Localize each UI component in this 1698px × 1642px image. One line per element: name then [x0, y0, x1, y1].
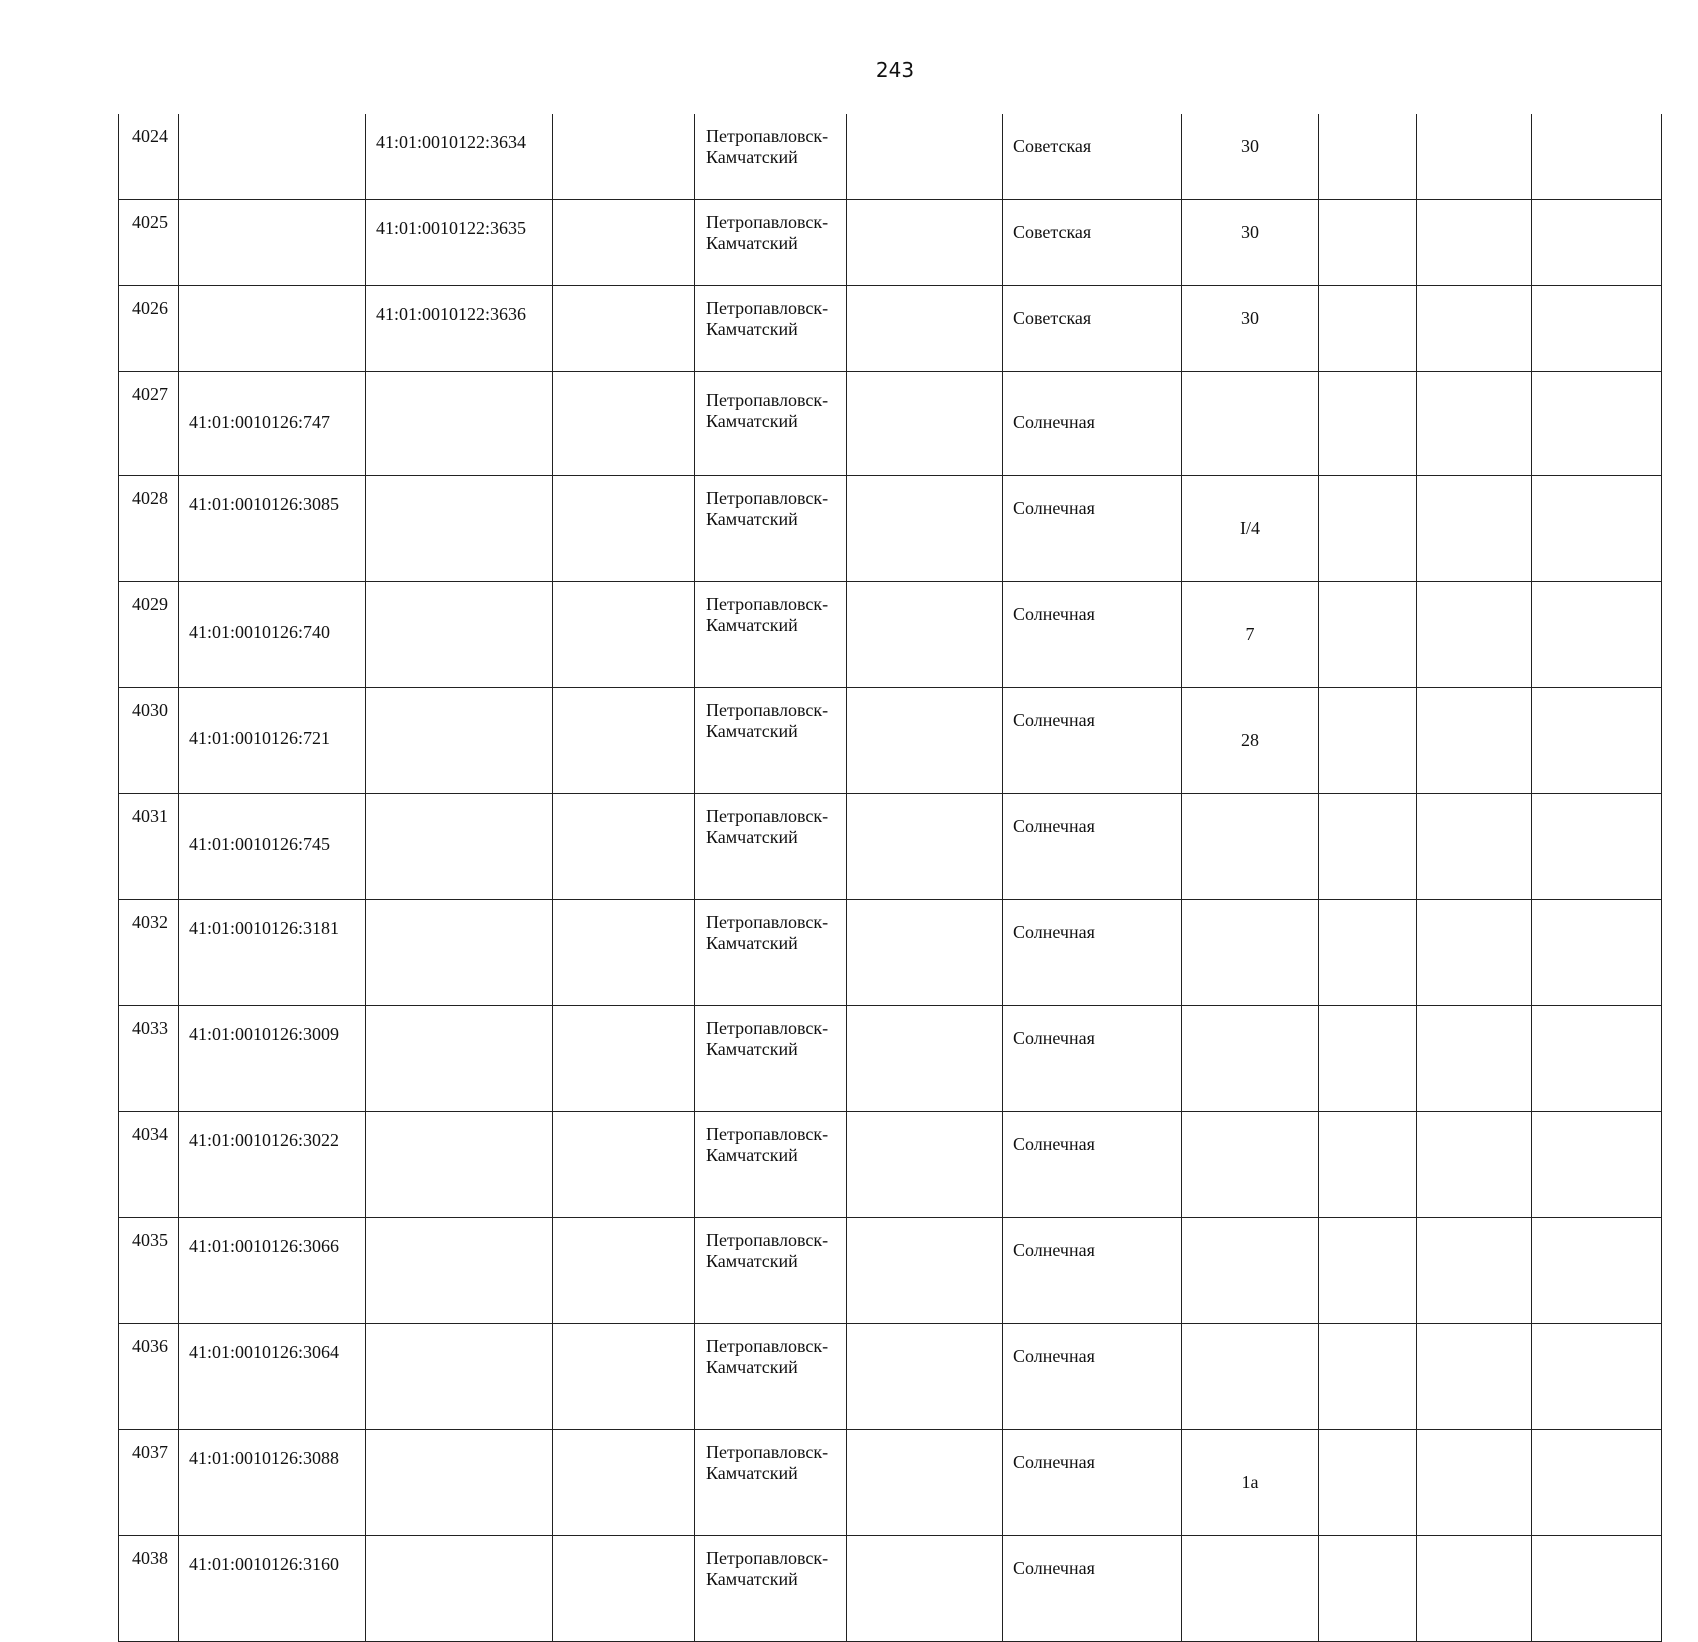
empty-cell — [1532, 688, 1662, 794]
empty-cell — [1417, 476, 1532, 582]
house-number-cell: 28 — [1182, 688, 1319, 794]
empty-cell — [1319, 1536, 1417, 1642]
empty-cell — [553, 900, 695, 1006]
table-row — [119, 688, 1662, 794]
house-number-cell: 1а — [1182, 1430, 1319, 1536]
empty-cell — [847, 1218, 1003, 1324]
cadastral-number-cell: 41:01:0010126:3066 — [179, 1218, 366, 1324]
street-cell: Солнечная — [1003, 1324, 1182, 1430]
building-cadastral-number-cell — [366, 1430, 553, 1536]
row-number-cell: 4026 — [119, 286, 179, 372]
empty-cell — [847, 688, 1003, 794]
empty-cell — [847, 900, 1003, 1006]
building-cadastral-number-cell — [366, 794, 553, 900]
house-number-cell — [1182, 1536, 1319, 1642]
empty-cell — [1319, 114, 1417, 200]
city-cell: Петропавловск-Камчатский — [695, 1112, 847, 1218]
empty-cell — [1417, 900, 1532, 1006]
street-cell: Солнечная — [1003, 1536, 1182, 1642]
empty-cell — [847, 200, 1003, 286]
cadastral-number-cell: 41:01:0010126:740 — [179, 582, 366, 688]
empty-cell — [1319, 900, 1417, 1006]
empty-cell — [1319, 1430, 1417, 1536]
row-number-cell: 4024 — [119, 114, 179, 200]
empty-cell — [847, 582, 1003, 688]
empty-cell — [1417, 286, 1532, 372]
street-cell: Солнечная — [1003, 372, 1182, 476]
empty-cell — [1417, 372, 1532, 476]
empty-cell — [1319, 1324, 1417, 1430]
empty-cell — [1417, 1324, 1532, 1430]
empty-cell — [1319, 476, 1417, 582]
empty-cell — [847, 286, 1003, 372]
street-cell: Солнечная — [1003, 794, 1182, 900]
empty-cell — [553, 1112, 695, 1218]
empty-cell — [1532, 1006, 1662, 1112]
building-cadastral-number-cell — [366, 1006, 553, 1112]
city-cell: Петропавловск-Камчатский — [695, 688, 847, 794]
street-cell: Советская — [1003, 200, 1182, 286]
cadastral-number-cell: 41:01:0010126:3009 — [179, 1006, 366, 1112]
table-row — [119, 476, 1662, 582]
empty-cell — [553, 688, 695, 794]
row-number-cell: 4038 — [119, 1536, 179, 1642]
house-number-cell — [1182, 900, 1319, 1006]
street-cell: Солнечная — [1003, 900, 1182, 1006]
empty-cell — [1417, 1218, 1532, 1324]
table-row — [119, 1112, 1662, 1218]
cadastral-number-cell: 41:01:0010126:3088 — [179, 1430, 366, 1536]
cadastral-number-cell — [179, 200, 366, 286]
empty-cell — [1532, 900, 1662, 1006]
house-number-cell: 30 — [1182, 200, 1319, 286]
empty-cell — [553, 1430, 695, 1536]
empty-cell — [553, 1536, 695, 1642]
street-cell: Солнечная — [1003, 1006, 1182, 1112]
city-cell: Петропавловск-Камчатский — [695, 286, 847, 372]
table-row — [119, 1218, 1662, 1324]
house-number-cell — [1182, 372, 1319, 476]
row-number-cell: 4036 — [119, 1324, 179, 1430]
registry-table — [118, 114, 1662, 1642]
cadastral-number-cell: 41:01:0010126:747 — [179, 372, 366, 476]
row-number-cell: 4031 — [119, 794, 179, 900]
empty-cell — [1319, 1218, 1417, 1324]
cadastral-number-cell: 41:01:0010126:3181 — [179, 900, 366, 1006]
empty-cell — [1319, 1006, 1417, 1112]
row-number-cell: 4033 — [119, 1006, 179, 1112]
building-cadastral-number-cell — [366, 1536, 553, 1642]
empty-cell — [553, 286, 695, 372]
table-row — [119, 1430, 1662, 1536]
row-number-cell: 4030 — [119, 688, 179, 794]
empty-cell — [847, 1006, 1003, 1112]
city-cell: Петропавловск-Камчатский — [695, 1324, 847, 1430]
table-row — [119, 372, 1662, 476]
row-number-cell: 4035 — [119, 1218, 179, 1324]
empty-cell — [1417, 1536, 1532, 1642]
city-cell: Петропавловск-Камчатский — [695, 1536, 847, 1642]
empty-cell — [847, 1536, 1003, 1642]
cadastral-number-cell — [179, 114, 366, 200]
empty-cell — [847, 476, 1003, 582]
table-row — [119, 582, 1662, 688]
building-cadastral-number-cell: 41:01:0010122:3636 — [366, 286, 553, 372]
empty-cell — [1532, 200, 1662, 286]
empty-cell — [1319, 200, 1417, 286]
cadastral-number-cell: 41:01:0010126:3022 — [179, 1112, 366, 1218]
empty-cell — [553, 476, 695, 582]
empty-cell — [1417, 1112, 1532, 1218]
empty-cell — [1417, 794, 1532, 900]
empty-cell — [1319, 794, 1417, 900]
empty-cell — [1532, 582, 1662, 688]
house-number-cell — [1182, 1218, 1319, 1324]
empty-cell — [553, 1006, 695, 1112]
empty-cell — [1417, 582, 1532, 688]
city-cell: Петропавловск-Камчатский — [695, 582, 847, 688]
building-cadastral-number-cell: 41:01:0010122:3634 — [366, 114, 553, 200]
empty-cell — [847, 794, 1003, 900]
building-cadastral-number-cell — [366, 1112, 553, 1218]
street-cell: Солнечная — [1003, 688, 1182, 794]
empty-cell — [553, 372, 695, 476]
cadastral-number-cell: 41:01:0010126:721 — [179, 688, 366, 794]
city-cell: Петропавловск-Камчатский — [695, 114, 847, 200]
city-cell: Петропавловск-Камчатский — [695, 372, 847, 476]
city-cell: Петропавловск-Камчатский — [695, 1218, 847, 1324]
empty-cell — [1319, 372, 1417, 476]
empty-cell — [1532, 114, 1662, 200]
empty-cell — [1532, 1536, 1662, 1642]
house-number-cell — [1182, 1324, 1319, 1430]
city-cell: Петропавловск-Камчатский — [695, 900, 847, 1006]
table-row — [119, 1536, 1662, 1642]
page-number: 243 — [875, 58, 915, 82]
street-cell: Солнечная — [1003, 1430, 1182, 1536]
table-row — [119, 200, 1662, 286]
street-cell: Советская — [1003, 114, 1182, 200]
building-cadastral-number-cell: 41:01:0010122:3635 — [366, 200, 553, 286]
house-number-cell: 30 — [1182, 114, 1319, 200]
empty-cell — [1532, 1430, 1662, 1536]
cadastral-number-cell: 41:01:0010126:3160 — [179, 1536, 366, 1642]
city-cell: Петропавловск-Камчатский — [695, 1006, 847, 1112]
cadastral-number-cell — [179, 286, 366, 372]
empty-cell — [1417, 200, 1532, 286]
row-number-cell: 4025 — [119, 200, 179, 286]
street-cell: Солнечная — [1003, 476, 1182, 582]
building-cadastral-number-cell — [366, 476, 553, 582]
row-number-cell: 4037 — [119, 1430, 179, 1536]
table-row — [119, 1324, 1662, 1430]
empty-cell — [1532, 476, 1662, 582]
table-row — [119, 900, 1662, 1006]
row-number-cell: 4027 — [119, 372, 179, 476]
empty-cell — [847, 1430, 1003, 1536]
empty-cell — [1532, 286, 1662, 372]
building-cadastral-number-cell — [366, 1218, 553, 1324]
building-cadastral-number-cell — [366, 900, 553, 1006]
empty-cell — [1417, 114, 1532, 200]
empty-cell — [1532, 1112, 1662, 1218]
city-cell: Петропавловск-Камчатский — [695, 794, 847, 900]
empty-cell — [1417, 1006, 1532, 1112]
empty-cell — [1417, 688, 1532, 794]
row-number-cell: 4032 — [119, 900, 179, 1006]
street-cell: Солнечная — [1003, 1218, 1182, 1324]
empty-cell — [1319, 286, 1417, 372]
house-number-cell: 7 — [1182, 582, 1319, 688]
empty-cell — [1532, 1218, 1662, 1324]
cadastral-number-cell: 41:01:0010126:745 — [179, 794, 366, 900]
city-cell: Петропавловск-Камчатский — [695, 200, 847, 286]
empty-cell — [1532, 372, 1662, 476]
building-cadastral-number-cell — [366, 582, 553, 688]
house-number-cell — [1182, 1006, 1319, 1112]
cadastral-number-cell: 41:01:0010126:3085 — [179, 476, 366, 582]
empty-cell — [1532, 1324, 1662, 1430]
empty-cell — [1532, 794, 1662, 900]
empty-cell — [1319, 1112, 1417, 1218]
building-cadastral-number-cell — [366, 688, 553, 794]
empty-cell — [847, 1324, 1003, 1430]
empty-cell — [847, 372, 1003, 476]
row-number-cell: 4034 — [119, 1112, 179, 1218]
empty-cell — [847, 114, 1003, 200]
row-number-cell: 4028 — [119, 476, 179, 582]
street-cell: Солнечная — [1003, 1112, 1182, 1218]
table-row — [119, 1006, 1662, 1112]
empty-cell — [1417, 1430, 1532, 1536]
house-number-cell — [1182, 1112, 1319, 1218]
house-number-cell: 30 — [1182, 286, 1319, 372]
empty-cell — [553, 794, 695, 900]
empty-cell — [553, 1218, 695, 1324]
street-cell: Солнечная — [1003, 582, 1182, 688]
street-cell: Советская — [1003, 286, 1182, 372]
table-row — [119, 794, 1662, 900]
empty-cell — [553, 582, 695, 688]
empty-cell — [553, 114, 695, 200]
empty-cell — [553, 200, 695, 286]
empty-cell — [553, 1324, 695, 1430]
row-number-cell: 4029 — [119, 582, 179, 688]
table-row — [119, 286, 1662, 372]
city-cell: Петропавловск-Камчатский — [695, 476, 847, 582]
house-number-cell: I/4 — [1182, 476, 1319, 582]
building-cadastral-number-cell — [366, 372, 553, 476]
empty-cell — [1319, 688, 1417, 794]
house-number-cell — [1182, 794, 1319, 900]
table-row — [119, 114, 1662, 200]
empty-cell — [847, 1112, 1003, 1218]
table-body — [119, 114, 1662, 1642]
cadastral-number-cell: 41:01:0010126:3064 — [179, 1324, 366, 1430]
building-cadastral-number-cell — [366, 1324, 553, 1430]
empty-cell — [1319, 582, 1417, 688]
city-cell: Петропавловск-Камчатский — [695, 1430, 847, 1536]
